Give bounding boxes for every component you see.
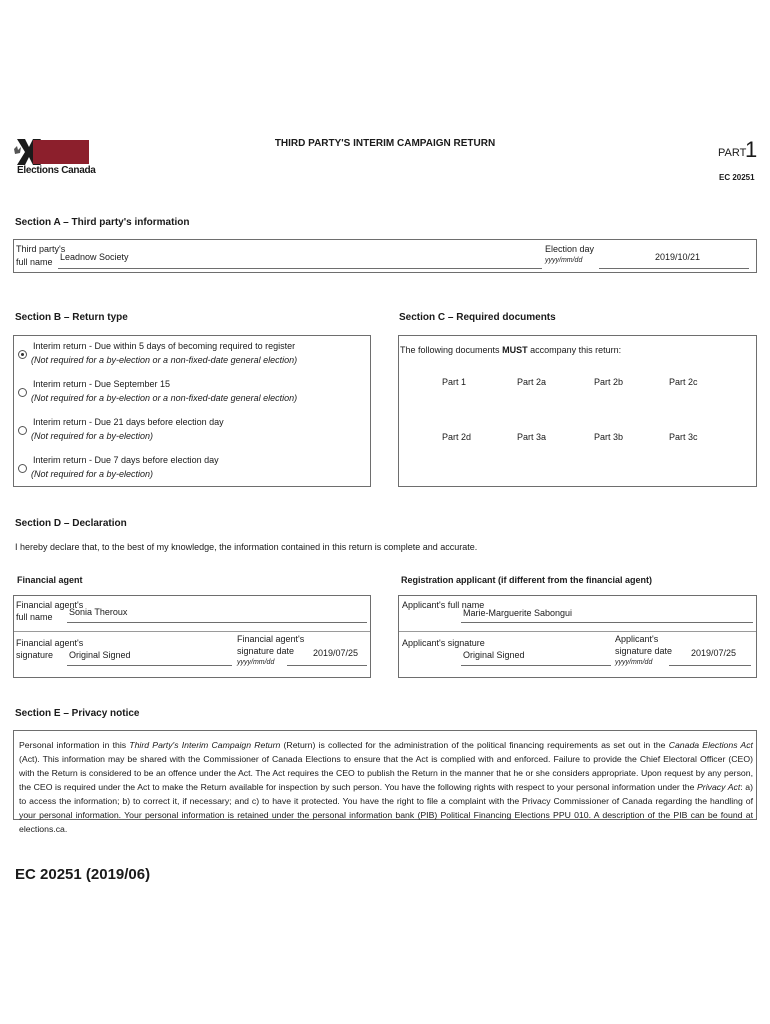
financial-agent-box (13, 595, 371, 678)
doc-part-1: Part 1 (442, 377, 467, 387)
org-name: Elections Canada (17, 165, 96, 176)
return-type-note-3: (Not required for a by-election) (31, 431, 154, 441)
ra-date-label-2: signature date (615, 646, 673, 656)
ra-date-label-1: Applicant's (615, 634, 659, 644)
fa-name-label-1: Financial agent's (16, 600, 84, 610)
ra-date-hint: yyyy/mm/dd (615, 659, 653, 666)
return-type-note-4: (Not required for a by-election) (31, 469, 154, 479)
section-a-heading: Section A – Third party's information (15, 217, 190, 228)
fa-name-label-2: full name (16, 612, 53, 622)
declaration-statement: I hereby declare that, to the best of my knowledge, the information contained in this return is complete and accurate. (15, 542, 478, 552)
fa-signature-field[interactable]: Original Signed (69, 650, 131, 660)
return-type-radio-2[interactable] (18, 388, 27, 397)
fa-date-label-1: Financial agent's (237, 634, 305, 644)
section-d-heading: Section D – Declaration (15, 518, 127, 529)
election-day-hint: yyyy/mm/dd (545, 257, 583, 264)
third-party-label-2: full name (16, 257, 53, 267)
section-c-heading: Section C – Required documents (399, 312, 556, 323)
doc-part-3b: Part 3b (594, 432, 624, 442)
registration-applicant-box (398, 595, 757, 678)
return-type-option-3: Interim return - Due 21 days before election day (33, 417, 224, 427)
financial-agent-heading: Financial agent (17, 575, 83, 585)
required-docs-intro: The following documents MUST accompany this return: (400, 345, 622, 355)
form-code: EC 20251 (719, 173, 755, 182)
third-party-label-1: Third party's (16, 244, 66, 254)
doc-part-2b: Part 2b (594, 377, 624, 387)
election-day-label: Election day (545, 244, 595, 254)
return-type-option-4: Interim return - Due 7 days before election day (33, 455, 219, 465)
privacy-notice-box (13, 730, 757, 834)
doc-part-2c: Part 2c (669, 377, 698, 387)
ra-signature-field[interactable]: Original Signed (463, 650, 525, 660)
doc-part-3c: Part 3c (669, 432, 698, 442)
ra-date-field[interactable]: 2019/07/25 (691, 648, 737, 658)
form-title: THIRD PARTY'S INTERIM CAMPAIGN RETURN (274, 138, 496, 149)
third-party-name-field[interactable]: Leadnow Society (60, 252, 129, 262)
fa-sig-label-2: signature (16, 650, 54, 660)
return-type-radio-4[interactable] (18, 464, 27, 473)
registration-applicant-heading: Registration applicant (if different from the financial agent) (401, 575, 653, 585)
election-day-field[interactable]: 2019/10/21 (655, 252, 701, 262)
ra-name-field[interactable]: Marie-Marguerite Sabongui (463, 608, 573, 618)
return-type-option-1: Interim return - Due within 5 days of becoming required to register (33, 341, 296, 351)
return-type-note-1: (Not required for a by-election or a non-fixed-date general election) (31, 355, 298, 365)
fa-date-field[interactable]: 2019/07/25 (313, 648, 359, 658)
return-type-radio-3[interactable] (18, 426, 27, 435)
section-b-heading: Section B – Return type (15, 312, 128, 323)
part-label: PART (718, 147, 747, 159)
privacy-notice-text: Personal information in this Third Party's Interim Campaign Return (Return) is collected for the administration of the political financing requirements as set out in the Canada Elections Act (Act). This information may be shared with the Commissioner of Canada Elections to ensure that the Act is complied with and enforced. Failure to provide the Chief Electoral Officer (CEO) with the Return is considered to be an offence under the Act. The Act requires the CEO to publish the Return in the manner that he or she considers appropriate. Upon request by any person, the CEO is required under the Act to make the Return available for inspection by such person. You have the following rights with respect to your personal information under the Privacy Act: a) to access the information; b) to correct it, if necessary; and c) to have it protected. You have the right to file a complaint with the Privacy Commissioner of Canada regarding the handling of your personal information. Your personal information is retained under the personal information bank (PIB) Political Financing Elections PPU 010. A description of the PIB can be found at elections.ca. (19, 740, 753, 834)
doc-part-2a: Part 2a (517, 377, 547, 387)
part-number: 1 (745, 137, 758, 162)
section-e-heading: Section E – Privacy notice (15, 708, 140, 719)
doc-part-2d: Part 2d (442, 432, 472, 442)
section-a-box (13, 239, 757, 273)
fa-date-label-2: signature date (237, 646, 295, 656)
fa-name-field[interactable]: Sonia Theroux (69, 607, 128, 617)
return-type-radio-1[interactable] (18, 350, 27, 359)
doc-part-3a: Part 3a (517, 432, 547, 442)
return-type-option-2: Interim return - Due September 15 (33, 379, 171, 389)
section-c-box (398, 335, 757, 487)
fa-date-hint: yyyy/mm/dd (237, 659, 275, 666)
ra-sig-label: Applicant's signature (402, 638, 485, 648)
section-b-box (13, 335, 371, 487)
ra-name-label: Applicant's full name (402, 600, 485, 610)
return-type-note-2: (Not required for a by-election or a non-fixed-date general election) (31, 393, 298, 403)
fa-sig-label-1: Financial agent's (16, 638, 84, 648)
form-version: EC 20251 (2019/06) (15, 866, 151, 883)
